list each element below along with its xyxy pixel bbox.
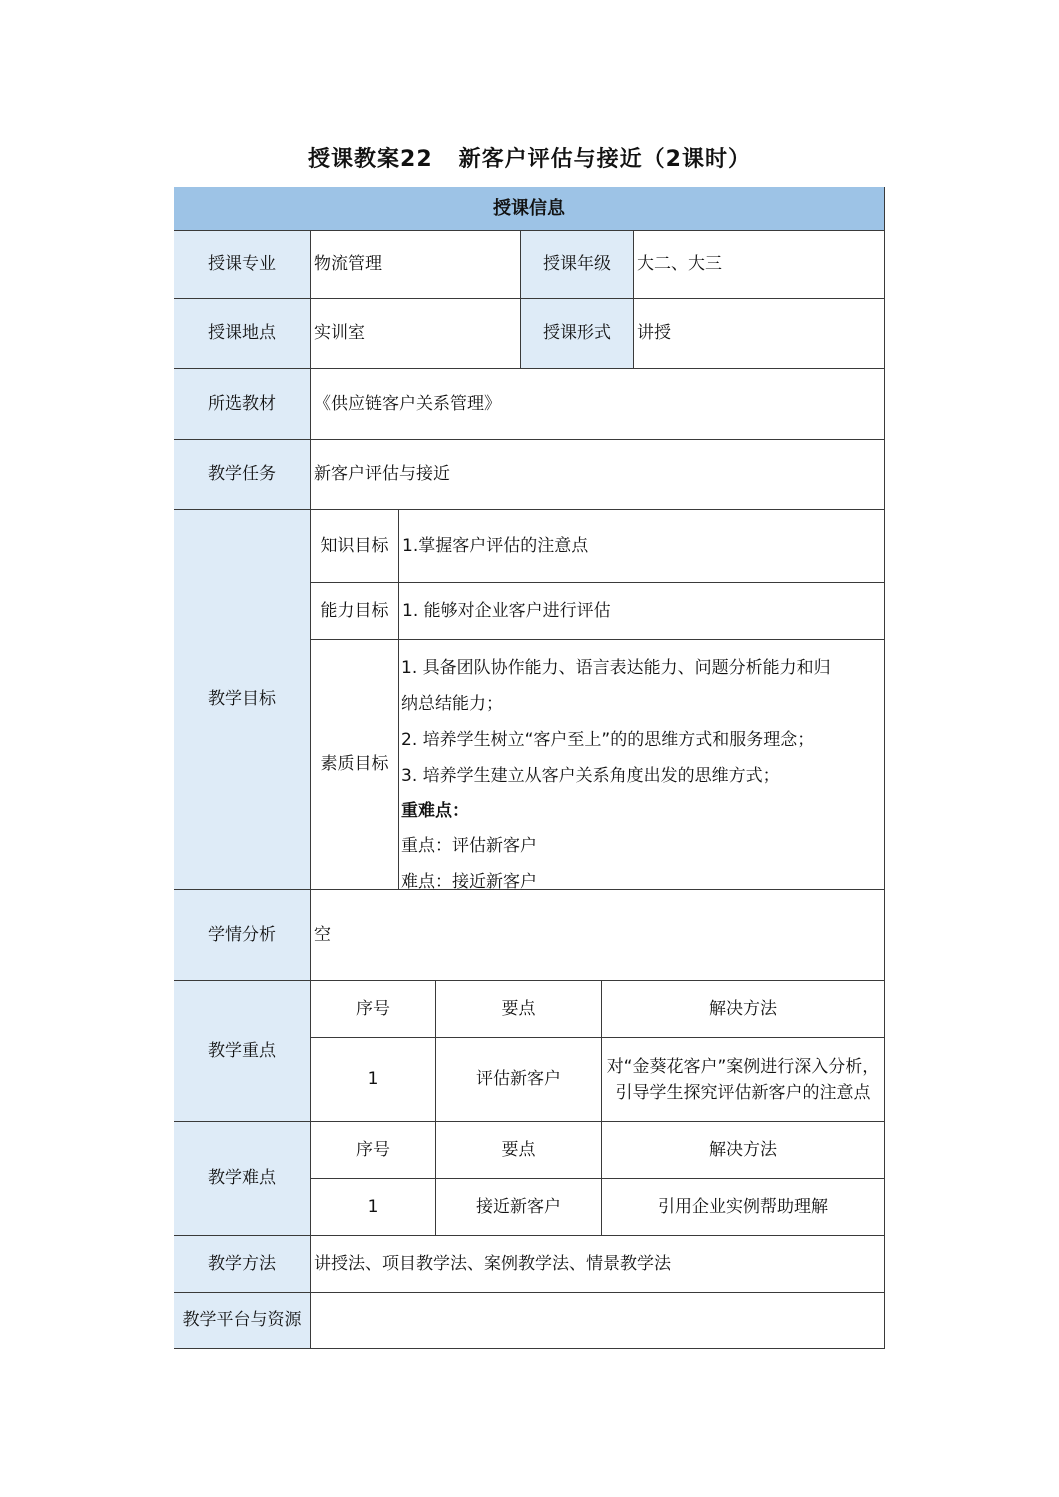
resources-value xyxy=(311,1293,885,1349)
quality-line-1: 1. 具备团队协作能力、语言表达能力、问题分析能力和归 xyxy=(401,658,831,678)
difficult-points-header-no: 序号 xyxy=(311,1122,436,1179)
place-value: 实训室 xyxy=(311,299,521,369)
form-label: 授课形式 xyxy=(521,299,634,369)
ability-value: 1. 能够对企业客户进行评估 xyxy=(399,583,885,640)
difficult-points-header-point: 要点 xyxy=(436,1122,602,1179)
key-points-header-no: 序号 xyxy=(311,981,436,1038)
key-point-line: 重点：评估新客户 xyxy=(401,836,537,856)
resources-label: 教学平台与资源 xyxy=(174,1293,311,1349)
difficult-points-label: 教学难点 xyxy=(174,1122,311,1236)
textbook-label: 所选教材 xyxy=(174,369,311,440)
key-points-row-point: 评估新客户 xyxy=(436,1038,602,1122)
quality-line-4: 3. 培养学生建立从客户关系角度出发的思维方式； xyxy=(401,766,780,786)
key-difficult-title: 重难点： xyxy=(401,801,469,821)
difficult-points-row-no: 1 xyxy=(311,1179,436,1236)
quality-line-3: 2. 培养学生树立“客户至上”的的思维方式和服务理念； xyxy=(401,730,815,750)
difficult-point-line: 难点：接近新客户 xyxy=(401,872,537,892)
methods-label: 教学方法 xyxy=(174,1236,311,1293)
place-label: 授课地点 xyxy=(174,299,311,369)
form-value: 讲授 xyxy=(634,299,885,369)
objectives-label: 教学目标 xyxy=(174,510,311,890)
key-points-row-method: 对“金葵花客户”案例进行深入分析，引导学生探究评估新客户的注意点 xyxy=(602,1038,885,1122)
major-label: 授课专业 xyxy=(174,231,311,299)
key-points-label: 教学重点 xyxy=(174,981,311,1122)
quality-line-2: 纳总结能力； xyxy=(401,694,503,714)
task-label: 教学任务 xyxy=(174,440,311,510)
methods-value: 讲授法、项目教学法、案例教学法、情景教学法 xyxy=(311,1236,885,1293)
grade-value: 大二、大三 xyxy=(634,231,885,299)
title-sub: 新客户评估与接近（2课时） xyxy=(458,147,751,172)
task-value: 新客户评估与接近 xyxy=(311,440,885,510)
knowledge-value: 1.掌握客户评估的注意点 xyxy=(399,510,885,583)
difficult-points-row-point: 接近新客户 xyxy=(436,1179,602,1236)
title-main: 授课教案22 xyxy=(308,147,433,172)
quality-content xyxy=(399,640,885,890)
key-points-header-point: 要点 xyxy=(436,981,602,1038)
textbook-value: 《供应链客户关系管理》 xyxy=(311,369,885,440)
key-points-header-method: 解决方法 xyxy=(602,981,885,1038)
grade-label: 授课年级 xyxy=(521,231,634,299)
analysis-label: 学情分析 xyxy=(174,890,311,981)
page-title xyxy=(0,142,1059,173)
quality-label: 素质目标 xyxy=(311,640,399,890)
difficult-points-header-method: 解决方法 xyxy=(602,1122,885,1179)
difficult-points-row-method: 引用企业实例帮助理解 xyxy=(602,1179,885,1236)
section-header: 授课信息 xyxy=(174,187,885,231)
analysis-value: 空 xyxy=(311,890,885,981)
major-value: 物流管理 xyxy=(311,231,521,299)
ability-label: 能力目标 xyxy=(311,583,399,640)
key-points-row-no: 1 xyxy=(311,1038,436,1122)
knowledge-label: 知识目标 xyxy=(311,510,399,583)
